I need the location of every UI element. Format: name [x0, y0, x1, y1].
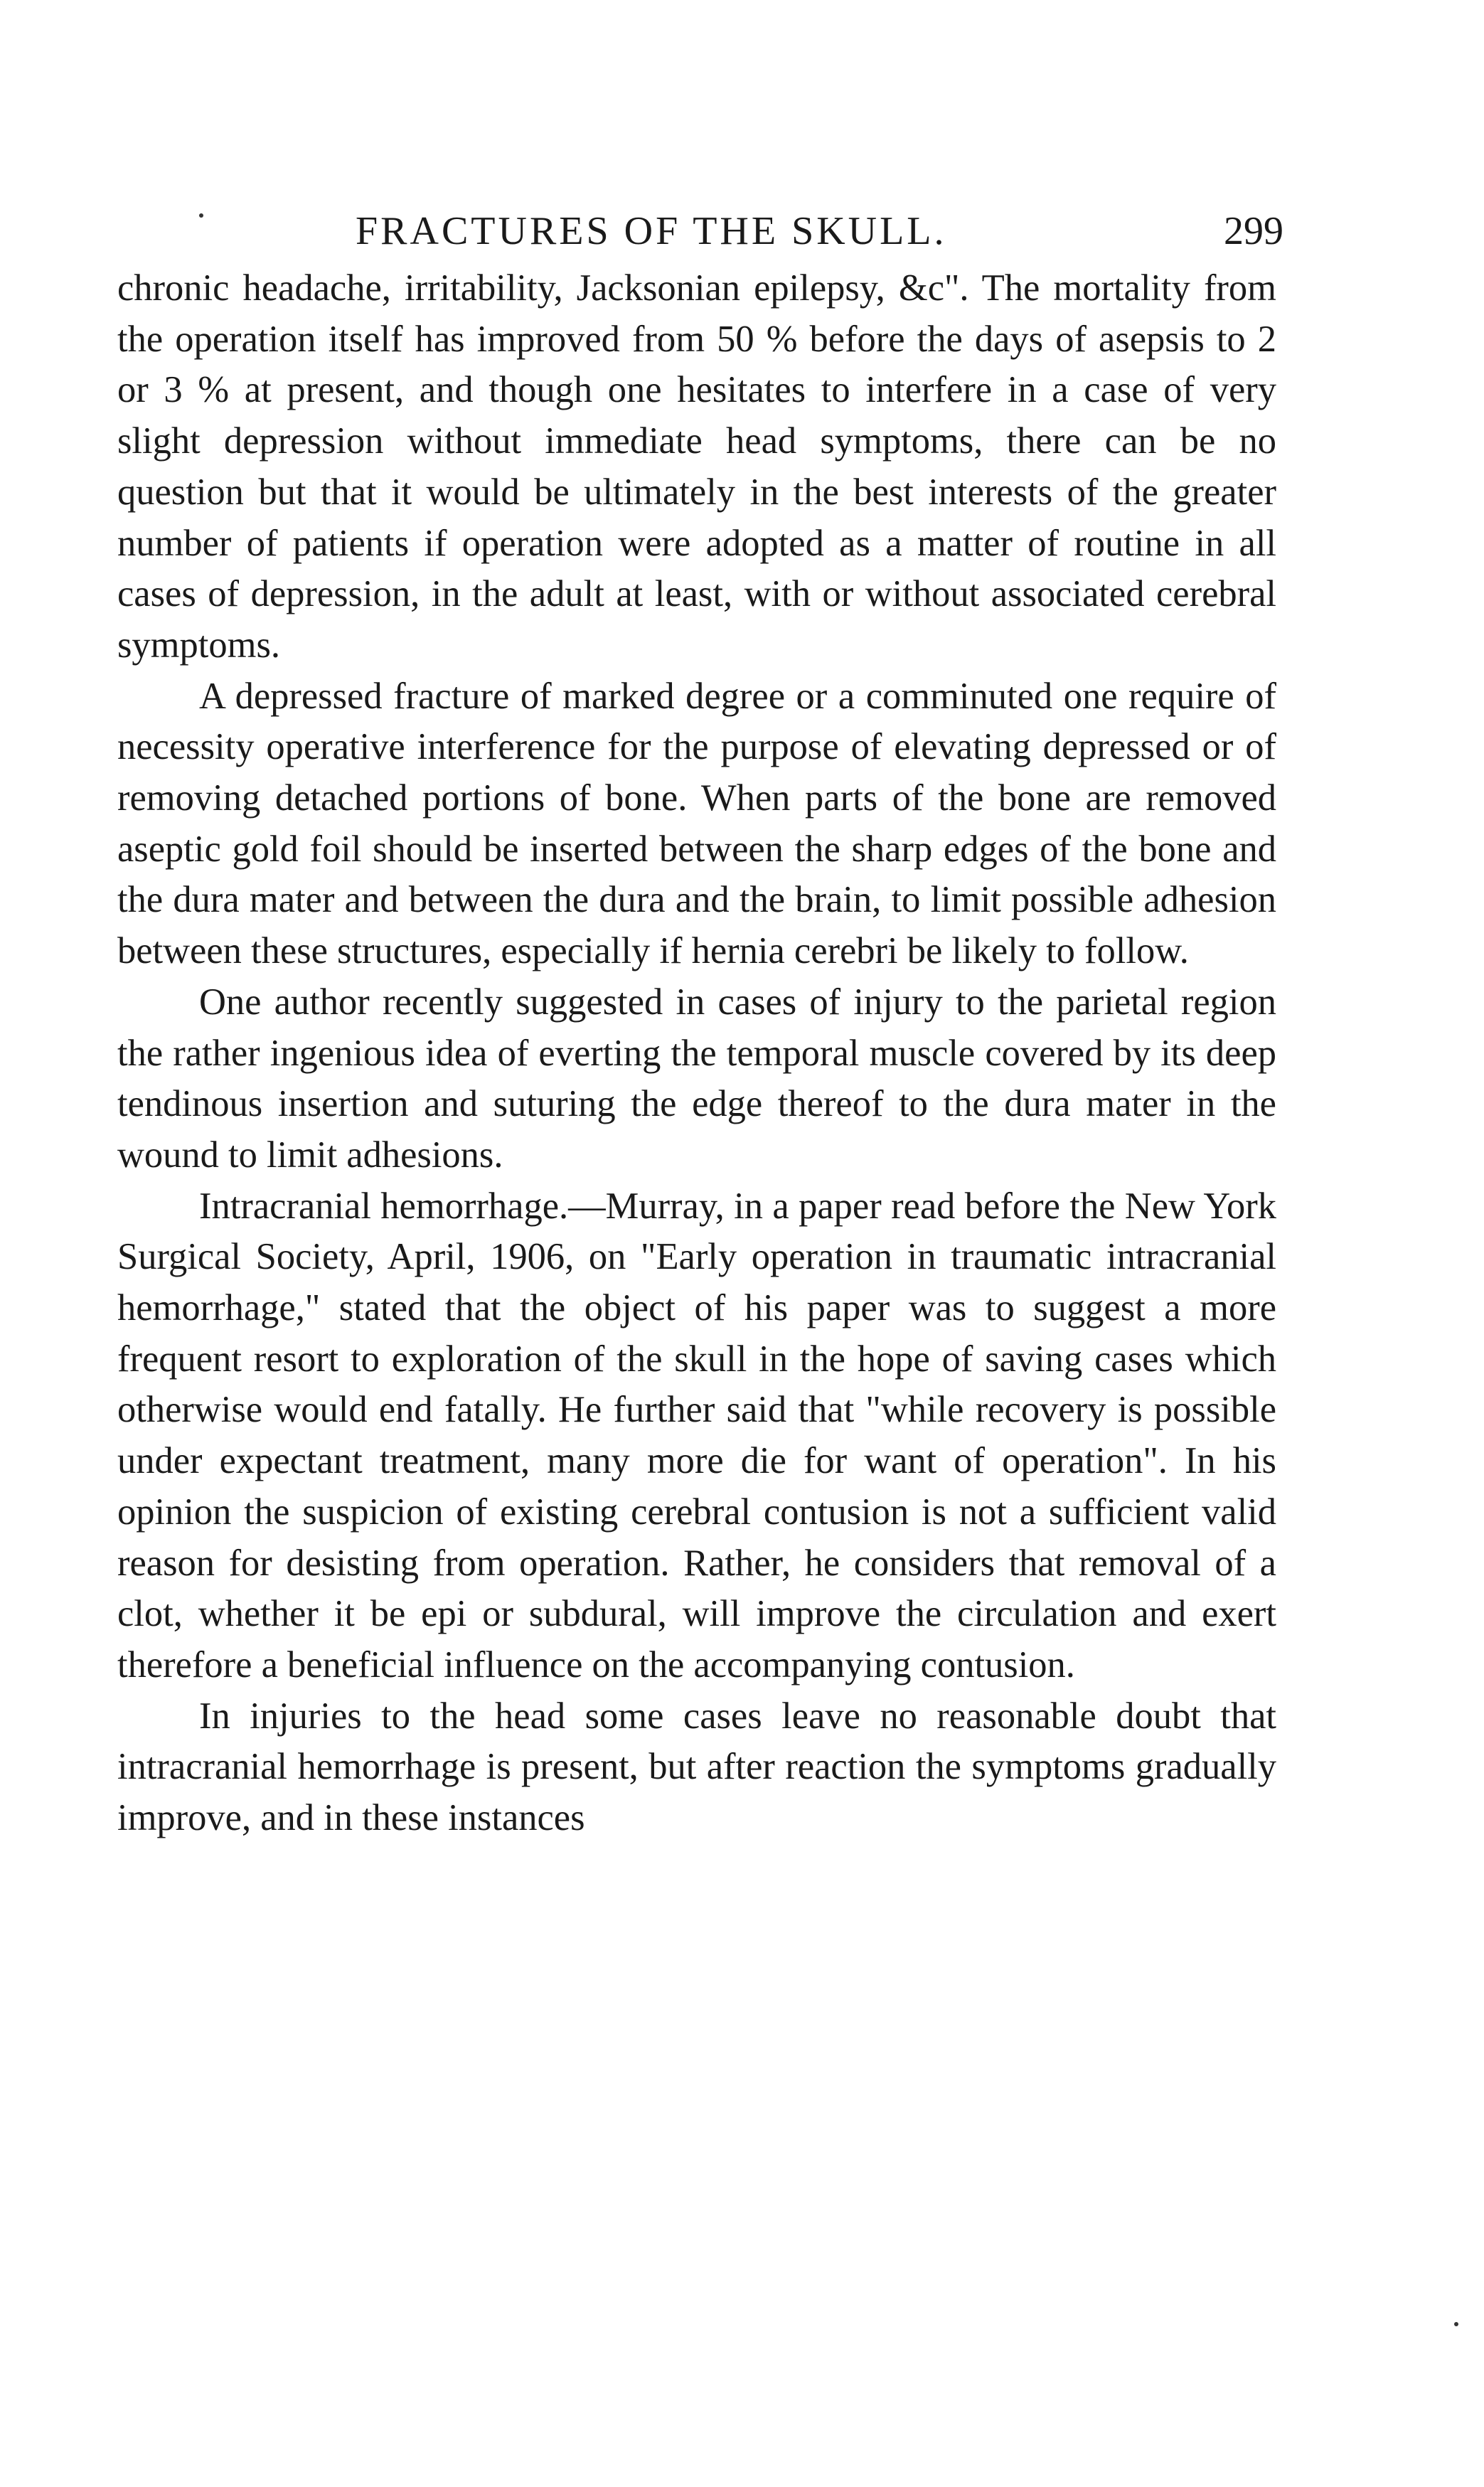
- paragraph-intracranial-hemorrhage: Intracranial hemorrhage.—Murray, in a paper read before the New York Surgical Society, April, 1906, on "Early operation in traumatic intracranial hemorrhage," stated that the object of his paper was to suggest a more frequent resort to exploration of the skull in the hope of saving cases which otherwise would end fatally. He further said that "while recovery is possible under expectant treatment, many more die for want of operation". In his opinion the suspicion of existing cerebral contusion is not a sufficient valid reason for desisting from operation. Rather, he considers that removal of a clot, whether it be epi or subdural, will improve the circulation and exert therefore a beneficial influence on the accompanying contusion.: [117, 1185, 1276, 1685]
- paragraph-temporal-muscle: One author recently suggested in cases of injury to the parietal region the rather ingenious idea of everting the temporal muscle covered by its deep tendinous insertion and suturing the edge thereof to the dura mater in the wound to limit adhesions.: [117, 981, 1276, 1176]
- page-number: 299: [1224, 209, 1283, 253]
- paragraph-injuries-to-head: In injuries to the head some cases leave no reasonable doubt that intracranial hemorrhage is present, but after reaction the symptoms gradually improve, and in these instances: [117, 1695, 1276, 1839]
- body-text: [117, 263, 1276, 1844]
- page-header: [117, 203, 1283, 260]
- paragraph-depressed-fracture: A depressed fracture of marked degree or a comminuted one require of necessity operative interference for the purpose of elevating depressed or of removing detached portions of bone. When parts of the bone are removed aseptic gold foil should be inserted between the sharp edges of the bone and the dura mater and between the dura and the brain, to limit possible adhesion between these structures, especially if hernia cerebri be likely to follow.: [117, 675, 1276, 972]
- print-speck: [199, 213, 203, 218]
- print-speck: [1454, 2322, 1458, 2326]
- running-title: FRACTURES OF THE SKULL.: [356, 209, 947, 253]
- paragraph-continuation: chronic headache, irritability, Jacksonian epilepsy, &c". The mortality from the operation itself has improved from 50 % before the days of asepsis to 2 or 3 % at present, and though one hesitates to interfere in a case of very slight depression without immediate head symptoms, there can be no question but that it would be ultimately in the best interests of the greater number of patients if operation were adopted as a matter of routine in all cases of depression, in the adult at least, with or without associated cerebral symptoms.: [117, 267, 1276, 666]
